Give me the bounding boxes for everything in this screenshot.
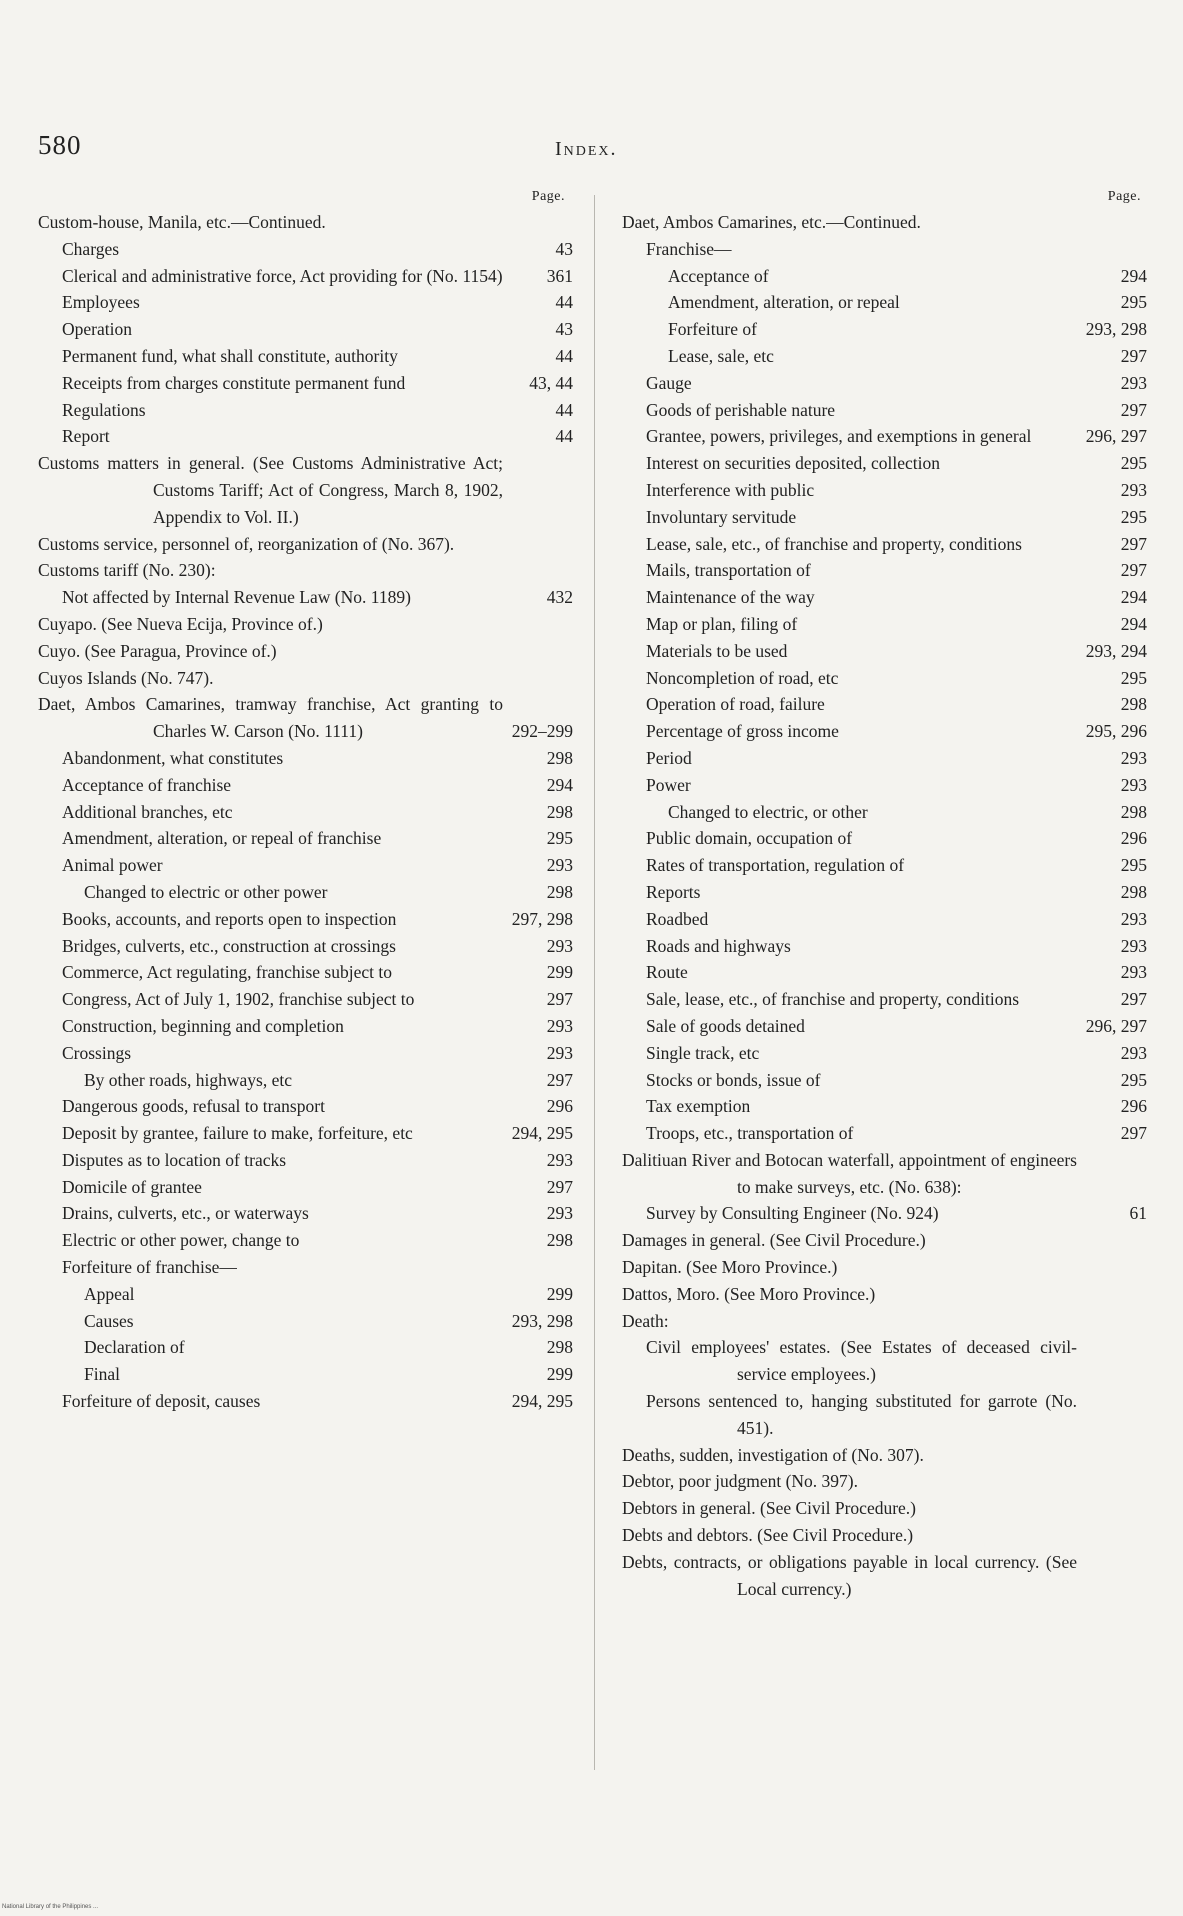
index-entry (38, 1200, 573, 1227)
index-entry-page: 293 (1120, 747, 1147, 768)
index-entry-text: Mails, transportation of (646, 560, 811, 581)
index-entry (38, 638, 573, 665)
index-entry-page: 298 (1120, 801, 1147, 822)
index-entry-text: Goods of perishable nature (646, 399, 836, 420)
index-entry-page: 298 (546, 1230, 573, 1251)
index-entry (622, 1254, 1147, 1281)
index-entry-text: Gauge (646, 372, 692, 393)
index-entry-text: Appeal (84, 1283, 135, 1304)
index-entry-text: Reports (646, 881, 701, 902)
index-entry (622, 691, 1147, 718)
index-entry (38, 665, 573, 692)
index-entry-text: Deposit by grantee, failure to make, forfeiture, etc (62, 1123, 413, 1144)
index-entry (622, 745, 1147, 772)
index-entry-page: 297 (1120, 989, 1147, 1010)
index-entry-text: Disputes as to location of tracks (62, 1149, 287, 1170)
index-entry-text: Grantee, powers, privileges, and exemptions in general (646, 426, 1032, 447)
index-entry-page: 296 (1120, 1096, 1147, 1117)
index-entry-page: 293 (1120, 935, 1147, 956)
index-entry (622, 1013, 1147, 1040)
index-entry (38, 1174, 573, 1201)
index-entry (622, 450, 1147, 477)
index-entry-page: 295 (1120, 506, 1147, 527)
index-entry (622, 1468, 1147, 1495)
index-entry-text: Rates of transportation, regulation of (646, 855, 905, 876)
index-entry-page: 293, 294 (1085, 640, 1147, 661)
index-entry (622, 1093, 1147, 1120)
index-entry-text: Crossings (62, 1042, 132, 1063)
index-entry (622, 343, 1147, 370)
index-entry-text: Death: (622, 1310, 669, 1331)
index-entry-text: Noncompletion of road, etc (646, 667, 839, 688)
index-entry-text: Changed to electric or other power (84, 881, 328, 902)
index-entry (38, 906, 573, 933)
index-entry (622, 665, 1147, 692)
index-entry-page: 295 (1120, 292, 1147, 313)
index-entry-text: Troops, etc., transportation of (646, 1123, 854, 1144)
index-entry-page: 293 (546, 1203, 573, 1224)
index-entry-text: Civil employees' estates. (See Estates of deceased civil-service employees.) (646, 1337, 1077, 1385)
index-entry-page: 298 (1120, 881, 1147, 902)
index-entry-text: Forfeiture of (668, 319, 757, 340)
index-entry (622, 209, 1147, 236)
index-entry-text: Roadbed (646, 908, 709, 929)
index-entry (38, 1334, 573, 1361)
index-entry (622, 557, 1147, 584)
index-entry (38, 584, 573, 611)
index-entry (38, 1308, 573, 1335)
index-entry-text: Operation of road, failure (646, 694, 825, 715)
index-entry (38, 1227, 573, 1254)
index-entry (622, 825, 1147, 852)
index-entry (38, 263, 573, 290)
index-entry (622, 584, 1147, 611)
index-entry (38, 852, 573, 879)
index-entry-page: 297 (1120, 345, 1147, 366)
index-entry (622, 236, 1147, 263)
index-entry-text: Domicile of grantee (62, 1176, 202, 1197)
index-entry-text: Sale, lease, etc., of franchise and property, conditions (646, 989, 1020, 1010)
index-entry (622, 772, 1147, 799)
index-entry-page: 293 (546, 1149, 573, 1170)
index-entry (622, 611, 1147, 638)
index-entry-text: Dattos, Moro. (See Moro Province.) (622, 1283, 876, 1304)
index-entry (622, 1200, 1147, 1227)
index-entry-text: Dalitiuan River and Botocan waterfall, appointment of engineers to make surveys, etc. (No. 638): (622, 1149, 1077, 1197)
index-entry-text: Acceptance of franchise (62, 774, 232, 795)
index-entry-page: 295 (546, 828, 573, 849)
index-entry (622, 1549, 1147, 1603)
index-entry-text: Causes (84, 1310, 134, 1331)
index-entry-text: Forfeiture of franchise— (62, 1257, 237, 1278)
right-entries (622, 209, 1147, 1602)
index-entry-page: 293 (1120, 908, 1147, 929)
index-entry (38, 611, 573, 638)
index-entry-text: Materials to be used (646, 640, 788, 661)
index-entry (622, 1308, 1147, 1335)
index-entry-page: 296 (546, 1096, 573, 1117)
index-entry-text: Tax exemption (646, 1096, 751, 1117)
index-entry (622, 799, 1147, 826)
index-entry-page: 293 (546, 1015, 573, 1036)
index-entry (38, 343, 573, 370)
index-entry (622, 906, 1147, 933)
index-entry (38, 1361, 573, 1388)
index-entry-text: Additional branches, etc (62, 801, 233, 822)
index-entry (38, 799, 573, 826)
index-entry (38, 825, 573, 852)
index-entry (622, 1147, 1147, 1201)
index-entry-text: Stocks or bonds, issue of (646, 1069, 821, 1090)
page-title: Index. (555, 138, 618, 160)
index-entry-page: 44 (555, 345, 573, 366)
index-entry-page: 299 (546, 1364, 573, 1385)
index-entry (38, 959, 573, 986)
index-entry (622, 986, 1147, 1013)
index-entry (622, 1388, 1147, 1442)
index-entry-page: 297 (546, 1069, 573, 1090)
index-entry-text: Electric or other power, change to (62, 1230, 300, 1251)
page-column-header: Page. (531, 189, 565, 204)
index-entry-text: Involuntary servitude (646, 506, 797, 527)
index-entry (622, 263, 1147, 290)
index-entry (38, 1147, 573, 1174)
index-entry (38, 1388, 573, 1415)
index-entry (622, 1067, 1147, 1094)
index-entry-text: Single track, etc (646, 1042, 760, 1063)
index-entry-page: 298 (546, 747, 573, 768)
index-entry (38, 209, 573, 236)
index-entry (38, 879, 573, 906)
index-entry-text: Regulations (62, 399, 146, 420)
left-entries (38, 209, 573, 1415)
index-entry-page: 294 (1120, 265, 1147, 286)
index-entry (38, 450, 573, 530)
index-entry-page: 298 (546, 801, 573, 822)
right-column (622, 189, 1147, 1602)
index-entry-page: 297 (546, 989, 573, 1010)
index-entry (622, 852, 1147, 879)
left-column (38, 189, 573, 1415)
index-entry-text: Debtors in general. (See Civil Procedure.) (622, 1498, 917, 1519)
index-entry-text: Daet, Ambos Camarines, etc.—Continued. (622, 212, 921, 232)
index-entry-page: 297, 298 (511, 908, 573, 929)
index-entry (622, 1442, 1147, 1469)
index-entry-page: 293 (1120, 774, 1147, 795)
index-entry-text: Changed to electric, or other (668, 801, 868, 822)
index-entry-page: 294, 295 (511, 1123, 573, 1144)
index-entry-text: Damages in general. (See Civil Procedure.) (622, 1230, 926, 1251)
index-entry-page: 292–299 (511, 721, 573, 742)
index-entry-page: 432 (546, 587, 573, 608)
index-entry (622, 316, 1147, 343)
index-entry-text: Customs tariff (No. 230): (38, 560, 216, 581)
index-entry-page: 43 (555, 238, 573, 259)
index-entry (622, 1495, 1147, 1522)
page-number: 580 (38, 130, 82, 160)
index-entry (38, 933, 573, 960)
index-entry-page: 293 (546, 855, 573, 876)
index-entry-page: 44 (555, 292, 573, 313)
index-entry-text: Map or plan, filing of (646, 613, 798, 634)
index-entry-text: Final (84, 1364, 120, 1385)
index-entry-page: 43 (555, 319, 573, 340)
index-entry (38, 1120, 573, 1147)
index-entry (38, 986, 573, 1013)
index-entry (38, 745, 573, 772)
index-entry-text: Power (646, 774, 691, 795)
index-entry-text: Franchise— (646, 238, 732, 259)
index-entry-page: 294 (1120, 613, 1147, 634)
index-entry-text: Period (646, 747, 692, 768)
index-entry-page: 295 (1120, 855, 1147, 876)
index-entry-page: 295 (1120, 667, 1147, 688)
index-entry-text: Customs service, personnel of, reorganization of (No. 367). (38, 533, 455, 554)
index-entry (622, 1522, 1147, 1549)
index-entry-page: 296, 297 (1085, 426, 1147, 447)
index-entry-page: 298 (546, 1337, 573, 1358)
index-entry (38, 1040, 573, 1067)
index-entry-text: Acceptance of (668, 265, 769, 286)
index-entry-page: 296 (1120, 828, 1147, 849)
index-entry-page: 295 (1120, 1069, 1147, 1090)
index-entry (38, 370, 573, 397)
index-entry-text: Operation (62, 319, 132, 340)
index-entry-text: Charges (62, 238, 120, 259)
index-entry-text: Lease, sale, etc (668, 345, 774, 366)
index-entry (622, 397, 1147, 424)
index-entry-text: Daet, Ambos Camarines, tramway franchise, Act granting to Charles W. Carson (No. 1111) (38, 694, 503, 742)
index-entry-text: Cuyapo. (See Nueva Ecija, Province of.) (38, 613, 323, 634)
index-entry-text: Clerical and administrative force, Act providing for (No. 1154) (62, 265, 503, 286)
index-entry (38, 1281, 573, 1308)
index-entry-text: Roads and highways (646, 935, 791, 956)
index-entry-text: Survey by Consulting Engineer (No. 924) (646, 1203, 939, 1224)
index-entry-text: Employees (62, 292, 140, 313)
index-entry-page: 44 (555, 399, 573, 420)
index-entry-text: By other roads, highways, etc (84, 1069, 293, 1090)
index-entry-text: Percentage of gross income (646, 721, 839, 742)
index-entry (622, 1281, 1147, 1308)
index-entry (38, 1067, 573, 1094)
index-entry-text: Drains, culverts, etc., or waterways (62, 1203, 309, 1224)
footer-note: National Library of the Philippines ... (2, 1904, 99, 1910)
index-entry-page: 294 (546, 774, 573, 795)
index-entry-page: 293 (546, 1042, 573, 1063)
index-entry-page: 44 (555, 426, 573, 447)
index-entry-page: 295, 296 (1085, 721, 1147, 742)
index-entry-page: 299 (546, 962, 573, 983)
index-entry-text: Route (646, 962, 688, 983)
index-entry-text: Congress, Act of July 1, 1902, franchise subject to (62, 989, 415, 1010)
index-entry-text: Receipts from charges constitute permanent fund (62, 372, 406, 393)
index-entry-text: Interference with public (646, 479, 815, 500)
index-entry (622, 933, 1147, 960)
index-entry-page: 293, 298 (511, 1310, 573, 1331)
index-entry (622, 1120, 1147, 1147)
index-entry-page: 293 (1120, 1042, 1147, 1063)
index-entry-text: Amendment, alteration, or repeal of franchise (62, 828, 382, 849)
index-entry-text: Animal power (62, 855, 163, 876)
index-entry (38, 1013, 573, 1040)
index-entry-text: Public domain, occupation of (646, 828, 853, 849)
index-entry (622, 1334, 1147, 1388)
index-entry-page: 61 (1129, 1203, 1147, 1224)
index-entry (38, 397, 573, 424)
index-entry-text: Abandonment, what constitutes (62, 747, 284, 768)
index-entry-text: Sale of goods detained (646, 1015, 805, 1036)
index-entry-text: Lease, sale, etc., of franchise and property, conditions (646, 533, 1022, 554)
index-entry-text: Customs matters in general. (See Customs Administrative Act; Customs Tariff; Act of Congress, March 8, 1902, Appendix to Vol. II.) (38, 453, 503, 527)
page-column-header: Page. (1107, 189, 1141, 204)
index-entry-page: 294, 295 (511, 1391, 573, 1412)
index-entry-text: Books, accounts, and reports open to inspection (62, 908, 397, 929)
index-entry-text: Interest on securities deposited, collection (646, 453, 941, 474)
index-entry-page: 297 (1120, 399, 1147, 420)
index-entry (622, 718, 1147, 745)
index-entry-text: Not affected by Internal Revenue Law (No. 1189) (62, 587, 411, 608)
index-entry-text: Custom-house, Manila, etc.—Continued. (38, 212, 326, 232)
index-entry (622, 423, 1147, 450)
index-entry (622, 879, 1147, 906)
index-entry-text: Dangerous goods, refusal to transport (62, 1096, 325, 1117)
index-entry-page: 297 (1120, 533, 1147, 554)
index-entry-page: 297 (546, 1176, 573, 1197)
index-entry-page: 293 (1120, 372, 1147, 393)
index-entry-text: Cuyos Islands (No. 747). (38, 667, 214, 688)
index-entry (38, 316, 573, 343)
index-entry-page: 294 (1120, 587, 1147, 608)
index-entry-text: Debtor, poor judgment (No. 397). (622, 1471, 858, 1492)
index-entry-page: 293 (1120, 479, 1147, 500)
index-entry (38, 423, 573, 450)
index-entry-text: Persons sentenced to, hanging substituted for garrote (No. 451). (646, 1391, 1077, 1438)
index-entry (622, 370, 1147, 397)
index-entry (38, 531, 573, 558)
index-entry-text: Deaths, sudden, investigation of (No. 307). (622, 1444, 924, 1465)
index-entry-text: Cuyo. (See Paragua, Province of.) (38, 640, 277, 661)
index-entry-page: 296, 297 (1085, 1015, 1147, 1036)
index-entry-text: Dapitan. (See Moro Province.) (622, 1257, 838, 1278)
index-entry (38, 1254, 573, 1281)
column-divider (594, 195, 595, 1770)
index-entry-page: 293, 298 (1085, 319, 1147, 340)
index-entry-text: Debts and debtors. (See Civil Procedure.) (622, 1525, 914, 1546)
index-entry-page: 293 (1120, 962, 1147, 983)
index-entry-page: 361 (546, 265, 573, 286)
index-entry-page: 299 (546, 1283, 573, 1304)
index-entry (38, 772, 573, 799)
index-entry-page: 297 (1120, 1123, 1147, 1144)
index-entry (38, 691, 573, 745)
index-entry-text: Declaration of (84, 1337, 185, 1358)
index-entry-text: Permanent fund, what shall constitute, authority (62, 345, 398, 366)
index-entry-page: 293 (546, 935, 573, 956)
index-entry (38, 236, 573, 263)
index-entry-text: Report (62, 426, 110, 447)
index-entry (622, 289, 1147, 316)
index-entry-text: Commerce, Act regulating, franchise subject to (62, 962, 392, 983)
index-entry (622, 959, 1147, 986)
index-entry-page: 43, 44 (529, 372, 573, 393)
index-entry (622, 1040, 1147, 1067)
index-entry-text: Forfeiture of deposit, causes (62, 1391, 261, 1412)
index-entry-text: Amendment, alteration, or repeal (668, 292, 900, 313)
index-entry (38, 1093, 573, 1120)
index-entry-text: Bridges, culverts, etc., construction at crossings (62, 935, 396, 956)
index-entry (622, 531, 1147, 558)
index-entry (622, 638, 1147, 665)
index-entry-text: Maintenance of the way (646, 587, 815, 608)
index-entry-text: Construction, beginning and completion (62, 1015, 344, 1036)
index-entry (622, 504, 1147, 531)
index-entry (622, 477, 1147, 504)
index-entry-page: 298 (1120, 694, 1147, 715)
index-entry-page: 295 (1120, 453, 1147, 474)
index-entry-page: 297 (1120, 560, 1147, 581)
index-entry-text: Debts, contracts, or obligations payable in local currency. (See Local currency.) (622, 1551, 1077, 1599)
index-entry (38, 289, 573, 316)
index-entry (622, 1227, 1147, 1254)
index-entry (38, 557, 573, 584)
index-entry-page: 298 (546, 881, 573, 902)
